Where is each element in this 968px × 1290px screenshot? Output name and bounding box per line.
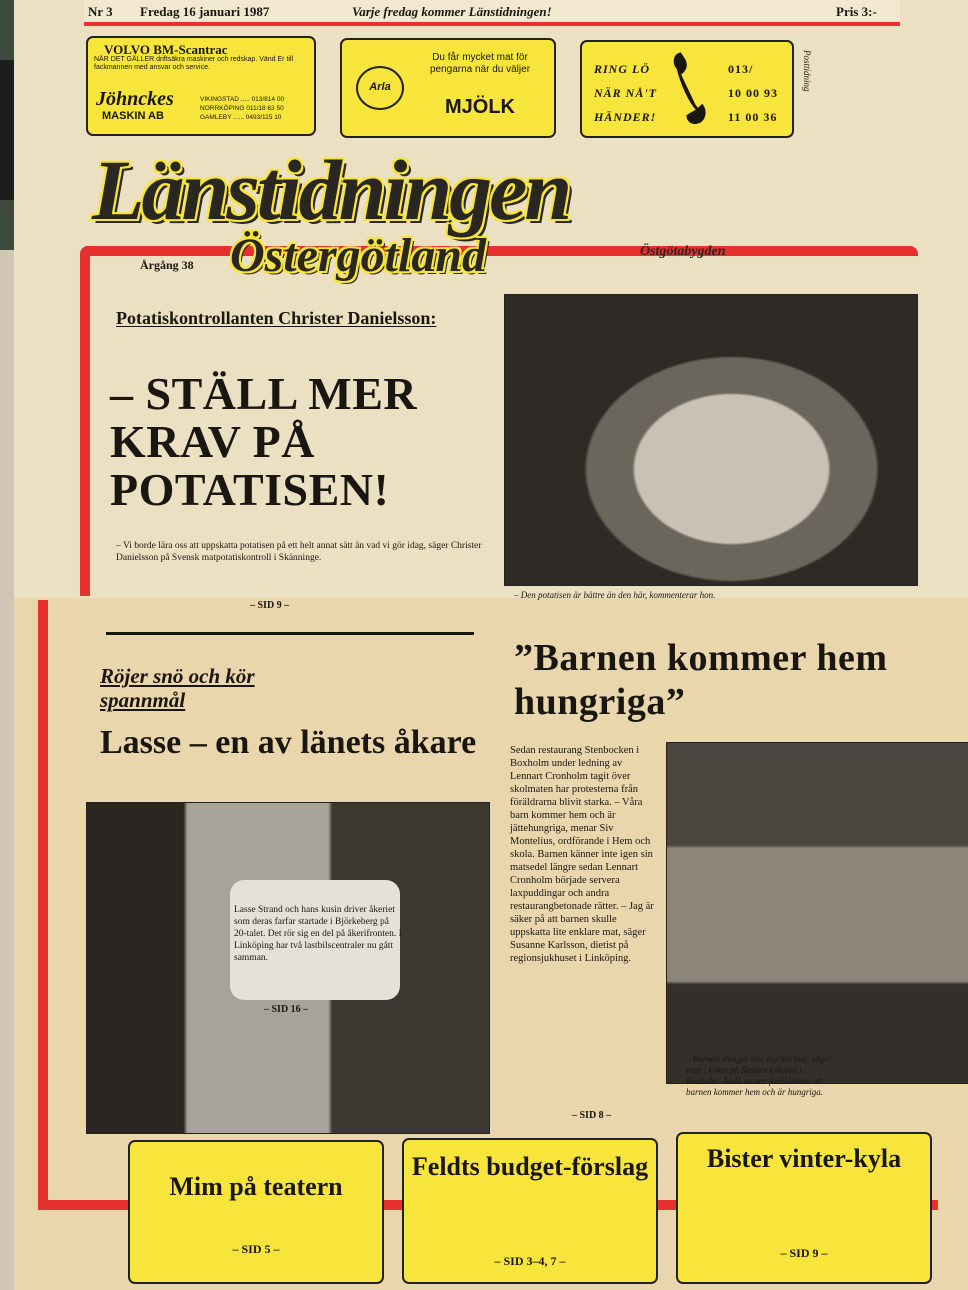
teaser-title: Mim på teatern <box>169 1172 343 1201</box>
ad-arla <box>340 38 556 138</box>
ad-volvo <box>86 36 316 136</box>
issue-number: Nr 3 <box>88 4 113 19</box>
ad-phone-number: 11 00 36 <box>728 110 778 124</box>
divider-line <box>106 632 474 635</box>
ad-phone-line: RING LÖ <box>594 62 651 76</box>
tagline: Varje fredag kommer Länstidningen! <box>352 4 552 19</box>
ad-phone-line: HÄNDER! <box>594 110 657 124</box>
story1-page-ref: – SID 9 – <box>250 600 290 611</box>
story3-headline: ”Barnen kommer hem hungriga” <box>514 637 888 723</box>
posttidning-label: Posttidning <box>802 50 812 92</box>
story2-page-ref: – SID 16 – <box>264 1004 309 1015</box>
ad-arla-text: Du får mycket mat för pengarna när du väljer <box>429 52 531 75</box>
teaser-box <box>402 1138 658 1284</box>
red-frame-top <box>80 246 918 256</box>
volume-label: Årgång 38 <box>140 258 194 272</box>
issue-date: Fredag 16 januari 1987 <box>140 4 270 19</box>
ad-volvo-text: NÄR DET GÄLLER driftsäkra maskiner och redskap. Vänd Er till fackmannen med ansvar och service. <box>94 56 294 71</box>
story1-caption: – Den potatisen är bättre än den här, kommenterar hon. <box>514 590 716 600</box>
price: Pris 3:- <box>836 4 877 19</box>
photo-woman-potatoes <box>504 294 918 586</box>
edition-label: Östgötabygden <box>640 244 726 259</box>
masthead-title: Länstidningen <box>92 142 570 238</box>
ad-volvo-address: VIKINGSTAD ..... 013/814 00 <box>200 96 285 103</box>
ad-arla-product: MJÖLK <box>445 96 515 118</box>
red-frame-left-lower <box>38 600 48 1200</box>
story3-caption: – Barnen slänger inte mycket mat, säger man i köket på Stenbockskolan i Boxholm. Ändå menar föräldrarna att barnen kommer hem och är hungriga. <box>686 1054 832 1097</box>
ad-volvo-address: NORRKÖPING 011/18 63 50 <box>200 105 284 112</box>
teaser-title: Bister vinter-kyla <box>706 1144 902 1173</box>
teaser-page-ref: – SID 3–4, 7 – <box>494 1254 566 1268</box>
ad-phone-number: 013/ <box>728 62 754 76</box>
ad-phone <box>580 40 794 138</box>
story2-caption: Lasse Strand och hans kusin driver åkeriet som deras farfar startade i Björkeberg på 20-talet. Det rör sig en del på åkerifronten. I Linköping har två lastbilscentraler nu gått samman. <box>234 905 402 963</box>
ad-volvo-address: GAMLEBY ...... 0493/115 10 <box>200 114 282 121</box>
teaser-title: Feldts budget-förslag <box>411 1152 649 1181</box>
teaser-page-ref: – SID 9 – <box>780 1246 828 1260</box>
arla-logo-text: Arla <box>369 81 391 93</box>
ad-volvo-title: VOLVO BM-Scantrac <box>104 42 228 57</box>
story1-body: – Vi borde lära oss att uppskatta potatisen på ett helt annat sätt än vad vi gör idag, säger Christer Danielsson på Svensk matpotatiskontroll i Skänninge. <box>116 541 482 563</box>
story1-headline: – STÄLL MER KRAV PÅ POTATISEN! <box>110 368 418 515</box>
ad-phone-number: 10 00 93 <box>728 86 778 100</box>
arla-logo <box>356 66 404 110</box>
story2-headline: Lasse – en av länets åkare <box>100 724 477 761</box>
teaser-page-ref: – SID 5 – <box>232 1242 280 1256</box>
masthead-subtitle: Östergötland <box>230 229 487 282</box>
story1-kicker: Potatiskontrollanten Christer Danielsson: <box>116 308 437 328</box>
ad-volvo-subbrand: MASKIN AB <box>102 110 164 122</box>
teaser-box <box>676 1132 932 1284</box>
ad-phone-line: NÄR NÅ'T <box>594 86 658 100</box>
story3-body: Sedan restaurang Stenbocken i Boxholm under ledning av Lennart Cronholm tagit över skolmaten har protesterna från föräldrarna blivit starka. – Våra barn kommer hem och är jättehungriga, menar Siv Montelius, ordförande i Hem och skola. Barnen känner inte igen sin matsedel längre sedan Lennart Cronholm började servera laxpuddingar och andra restaurangbetonade rätter. – Jag är säker på att barnen skulle uppskatta lite enklare mat, säger Susanne Karlsson, dietist på regionsjukhuset i Linköping. <box>510 745 654 964</box>
ad-volvo-brand: Jöhnckes <box>96 88 174 110</box>
teaser-box <box>128 1140 384 1284</box>
photo-school-kitchen <box>666 742 968 1084</box>
telephone-handset-icon <box>672 50 706 126</box>
red-frame-left <box>80 246 90 596</box>
story2-kicker: Röjer snö och kör spannmål <box>100 664 255 712</box>
story3-page-ref: – SID 8 – <box>572 1110 612 1121</box>
